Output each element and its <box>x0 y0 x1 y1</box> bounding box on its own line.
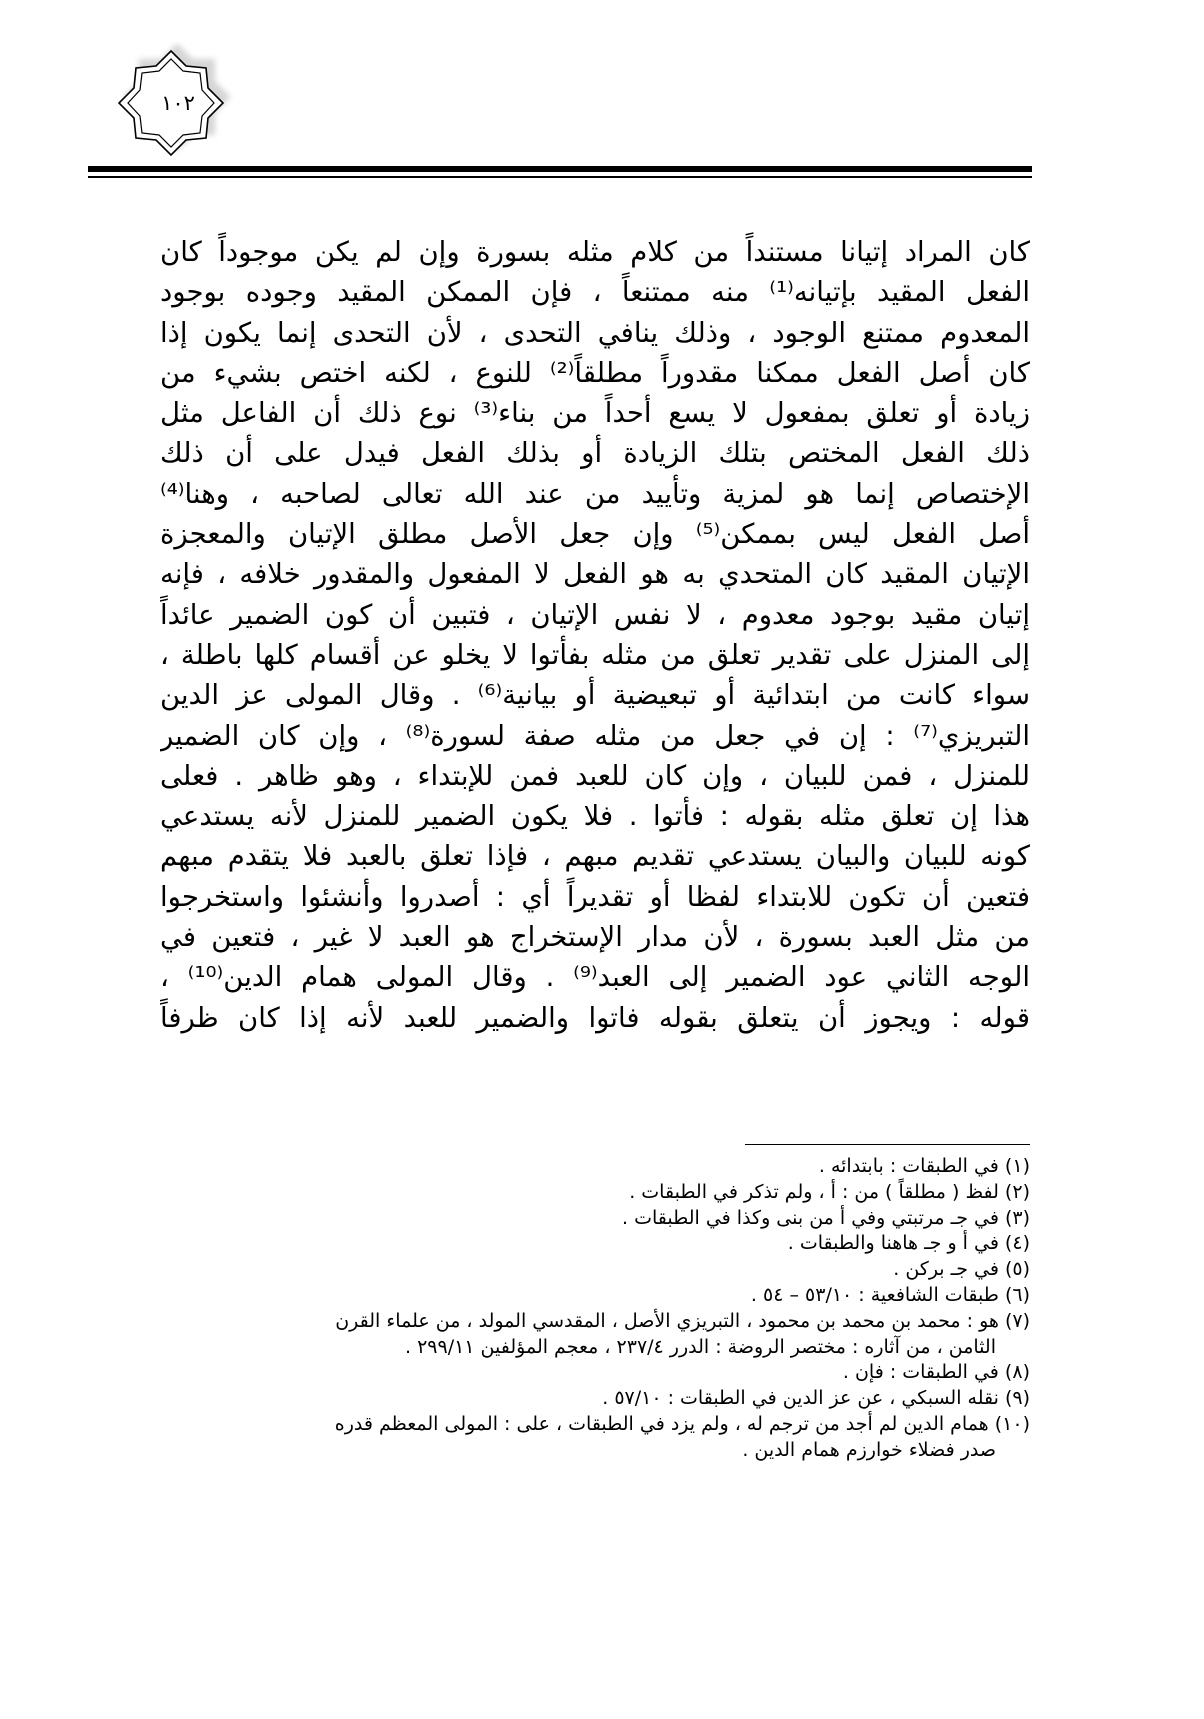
text-line: التبريزي⁽⁷⁾ : إن في جعل من مثله صفة لسورة⁽⁸⁾ ، وإن كان الضمير <box>160 719 1030 752</box>
footnote-continuation: صدر فضلاء خوارزم همام الدين . <box>742 1438 996 1461</box>
text-line: من مثل العبد بسورة ، لأن مدار الإستخراج هو العبد لا غير ، فتعين في <box>160 921 1030 954</box>
footnote: (٥) في جـ بركن . <box>893 1258 1030 1281</box>
footnote: (١٠) همام الدين لم أجد من ترجم له ، ولم يزد في الطبقات ، على : المولى المعظم قدره <box>334 1412 1030 1435</box>
text-line: المعدوم ممتنع الوجود ، وذلك ينافي التحدى ، لأن التحدى إنما يكون إذا <box>160 316 1030 349</box>
header-rule-thin <box>88 176 1032 178</box>
text-line: كان أصل الفعل ممكنا مقدوراً مطلقاً⁽²⁾ للنوع ، لكنه اختص بشيء من <box>160 356 1030 389</box>
text-line: ذلك الفعل المختص بتلك الزيادة أو بذلك الفعل فيدل على أن ذلك <box>160 437 1030 470</box>
text-line: الفعل المقيد بإتيانه⁽¹⁾ منه ممتنعاً ، فإن الممكن المقيد وجوده بوجود <box>160 276 1030 309</box>
text-line: إتيان مقيد بوجود معدوم ، لا نفس الإتيان ، فتبين أن كون الضمير عائداً <box>160 598 1030 631</box>
text-line: سواء كانت من ابتدائية أو تبعيضية أو بيانية⁽⁶⁾ . وقال المولى عز الدين <box>160 679 1030 712</box>
text-line: الوجه الثاني عود الضمير إلى العبد⁽⁹⁾ . وقال المولى همام الدين⁽¹⁰⁾ ، <box>160 961 1030 994</box>
text-line: أصل الفعل ليس بممكن⁽⁵⁾ وإن جعل الأصل مطلق الإتيان والمعجزة <box>160 518 1030 551</box>
text-line: هذا إن تعلق مثله بقوله : فأتوا . فلا يكون الضمير للمنزل لأنه يستدعي <box>160 800 1030 833</box>
header-rule-thick <box>88 166 1032 172</box>
footnote: (٢) لفظ ( مطلقاً ) من : أ ، ولم تذكر في الطبقات . <box>629 1180 1030 1203</box>
text-line: كان المراد إتيانا مستنداً من كلام مثله بسورة وإن لم يكن موجوداً كان <box>160 236 1030 268</box>
text-line: للمنزل ، فمن للبيان ، وإن كان للعبد فمن للإبتداء ، وهو ظاهر . فعلى <box>160 759 1030 792</box>
text-line: الإتيان المقيد كان المتحدي به هو الفعل لا المفعول والمقدور خلافه ، فإنه <box>160 558 1030 591</box>
footnote: (٩) نقله السبكي ، عن عز الدين في الطبقات : ٥٧/١٠ . <box>602 1387 1030 1410</box>
text-line: قوله : ويجوز أن يتعلق بقوله فاتوا والضمير للعبد لأنه إذا كان ظرفاً <box>160 1001 1030 1034</box>
text-line: إلى المنزل على تقدير تعلق من مثله بفأتوا لا يخلو عن أقسام كلها باطلة ، <box>160 638 1030 671</box>
page-number: ١٠٢ <box>161 91 195 115</box>
footnote: (٤) في أ و جـ هاهنا والطبقات . <box>787 1232 1030 1255</box>
footnote-continuation: الثامن ، من آثاره : مختصر الروضة : الدرر ٢٣٧/٤ ، معجم المؤلفين ٢٩٩/١١ . <box>404 1335 996 1358</box>
footnote: (٦) طبقات الشافعية : ٥٣/١٠ – ٥٤ . <box>750 1283 1030 1306</box>
text-line: فتعين أن تكون للابتداء لفظا أو تقديراً أي : أصدروا وأنشئوا واستخرجوا <box>160 880 1030 913</box>
footnotes <box>158 1154 1030 1464</box>
text-line: الإختصاص إنما هو لمزية وتأييد من عند الله تعالى لصاحبه ، وهنا⁽⁴⁾ <box>160 477 1030 510</box>
footnote: (٧) هو : محمد بن محمد بن محمود ، التبريزي الأصل ، المقدسي المولد ، من علماء القرن <box>335 1309 1030 1332</box>
text-line: كونه للبيان والبيان يستدعي تقديم مبهم ، فإذا تعلق بالعبد فلا يتقدم مبهم <box>160 840 1030 873</box>
main-text-body <box>160 232 1030 1038</box>
footnote-separator <box>745 1144 1030 1145</box>
footnote: (٨) في الطبقات : فإن . <box>842 1361 1030 1384</box>
footnote: (١) في الطبقات : بابتدائه . <box>818 1155 1030 1177</box>
page-number-badge <box>100 42 242 164</box>
text-line: زيادة أو تعلق بمفعول لا يسع أحداً من بناء⁽³⁾ نوع ذلك أن الفاعل مثل <box>160 397 1030 430</box>
footnote: (٣) في جـ مرتبتي وفي أ من بنى وكذا في الطبقات . <box>622 1206 1030 1229</box>
